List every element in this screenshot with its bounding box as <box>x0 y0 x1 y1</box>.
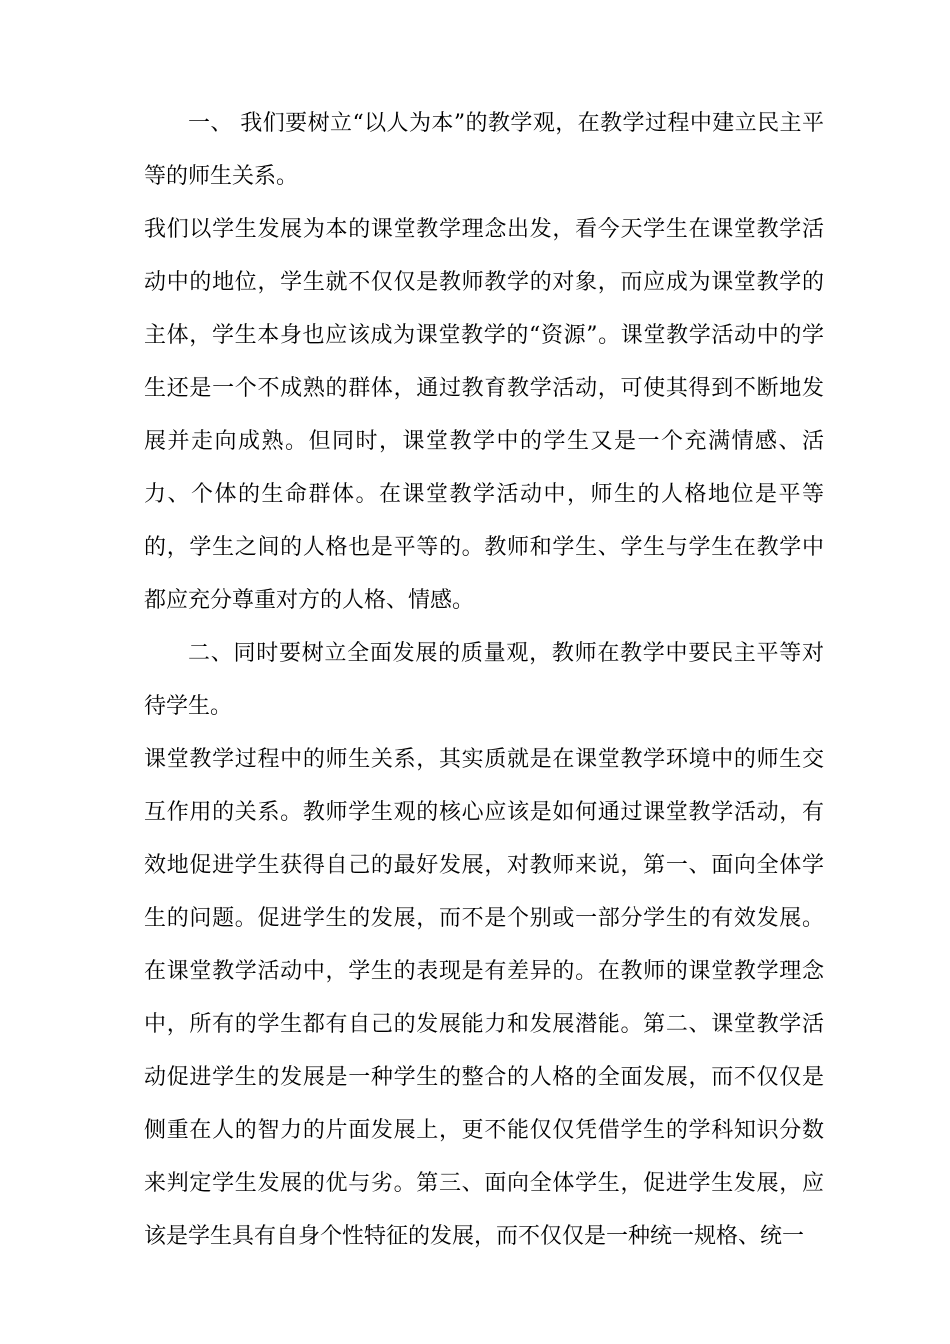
section-heading-1: 一、 我们要树立“以人为本”的教学观，在教学过程中建立民主平等的师生关系。 <box>144 111 824 189</box>
body-paragraph-1: 我们以学生发展为本的课堂教学理念出发，看今天学生在课堂教学活动中的地位，学生就不仅仅是教师教学的对象，而应成为课堂教学的主体，学生本身也应该成为课堂教学的“资源”。课堂教学活动中的学生还是一个不成熟的群体，通过教育教学活动，可使其得到不断地发展并走向成熟。但同时，课堂教学中的学生又是一个充满情感、活力、个体的生命群体。在课堂教学活动中，师生的人格地位是平等的，学生之间的人格也是平等的。教师和学生、学生与学生在教学中都应充分尊重对方的人格、情感。 <box>144 217 824 613</box>
document-body <box>144 97 824 1263</box>
body-paragraph-2: 课堂教学过程中的师生关系，其实质就是在课堂教学环境中的师生交互作用的关系。教师学生观的核心应该是如何通过课堂教学活动，有效地促进学生获得自己的最好发展，对教师来说，第一、面向全体学生的问题。促进学生的发展，而不是个别或一部分学生的有效发展。在课堂教学活动中，学生的表现是有差异的。在教师的课堂教学理念中，所有的学生都有自己的发展能力和发展潜能。第二、课堂教学活动促进学生的发展是一种学生的整合的人格的全面发展，而不仅仅是侧重在人的智力的片面发展上，更不能仅仅凭借学生的学科知识分数来判定学生发展的优与劣。第三、面向全体学生，促进学生发展，应该是学生具有自身个性特征的发展，而不仅仅是一种统一规格、统一 <box>144 747 824 1249</box>
section-heading-2: 二、同时要树立全面发展的质量观，教师在教学中要民主平等对待学生。 <box>144 641 824 719</box>
